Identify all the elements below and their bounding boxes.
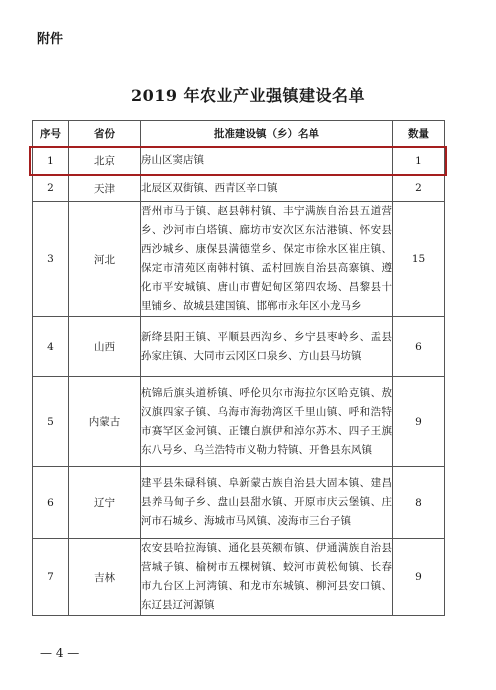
row-province: 辽宁	[69, 467, 141, 539]
row-towns: 农安县哈拉海镇、通化县英额布镇、伊通满族自治县营城子镇、榆树市五棵树镇、蛟河市黄松甸镇、长春市九台区上河湾镇、和龙市东城镇、柳河县安口镇、东辽县辽河源镇	[141, 539, 393, 616]
row-count: 15	[393, 202, 445, 317]
town-list-table	[32, 120, 445, 616]
table-row	[33, 202, 445, 317]
row-province: 吉林	[69, 539, 141, 616]
table-row	[33, 467, 445, 539]
table-row	[33, 175, 445, 202]
row-towns: 房山区窦店镇	[141, 147, 393, 175]
row-province: 山西	[69, 317, 141, 377]
row-province: 内蒙古	[69, 377, 141, 467]
row-count: 1	[393, 147, 445, 175]
row-towns: 新绛县阳王镇、平顺县西沟乡、乡宁县枣岭乡、盂县孙家庄镇、大同市云冈区口泉乡、方山县马坊镇	[141, 317, 393, 377]
row-count: 8	[393, 467, 445, 539]
row-towns: 北辰区双街镇、西青区辛口镇	[141, 175, 393, 202]
row-count: 9	[393, 539, 445, 616]
highlight-box	[29, 146, 447, 176]
attachment-label: 附件	[37, 32, 64, 47]
row-no: 2	[33, 175, 69, 202]
row-towns: 晋州市马于镇、赵县韩村镇、丰宁满族自治县五道营乡、沙河市白塔镇、廊坊市安次区东沽港镇、怀安县西沙城乡、康保县满德堂乡、保定市徐水区崔庄镇、保定市清苑区南韩村镇、孟村回族自治县高寨镇、遵化市平安城镇、唐山市曹妃甸区第四农场、昌黎县十里铺乡、故城县建国镇、邯郸市永年区小龙马乡	[141, 202, 393, 317]
row-count: 9	[393, 377, 445, 467]
table-row	[33, 377, 445, 467]
row-no: 5	[33, 377, 69, 467]
header-province: 省份	[69, 121, 141, 147]
row-no: 4	[33, 317, 69, 377]
row-province: 天津	[69, 175, 141, 202]
row-count: 2	[393, 175, 445, 202]
row-province: 河北	[69, 202, 141, 317]
row-no: 7	[33, 539, 69, 616]
document-title: 2019 年农业产业强镇建设名单	[130, 86, 366, 105]
header-no: 序号	[33, 121, 69, 147]
row-no: 3	[33, 202, 69, 317]
row-towns: 建平县朱碌科镇、阜新蒙古族自治县大固本镇、建昌县养马甸子乡、盘山县甜水镇、开原市庆云堡镇、庄河市石城乡、海城市马风镇、凌海市三台子镇	[141, 467, 393, 539]
table-header-row	[33, 121, 445, 147]
header-count: 数量	[393, 121, 445, 147]
row-no: 6	[33, 467, 69, 539]
row-count: 6	[393, 317, 445, 377]
header-towns: 批准建设镇（乡）名单	[141, 121, 393, 147]
table-row	[33, 539, 445, 616]
row-towns: 杭锦后旗头道桥镇、呼伦贝尔市海拉尔区哈克镇、敖汉旗四家子镇、乌海市海勃湾区千里山镇、呼和浩特市赛罕区金河镇、正镶白旗伊和淖尔苏木、四子王旗东八号乡、乌兰浩特市义勒力特镇、开鲁县东风镇	[141, 377, 393, 467]
table-row	[33, 317, 445, 377]
page-number: — 4 —	[40, 646, 80, 660]
row-province: 北京	[69, 147, 141, 175]
row-no: 1	[33, 147, 69, 175]
